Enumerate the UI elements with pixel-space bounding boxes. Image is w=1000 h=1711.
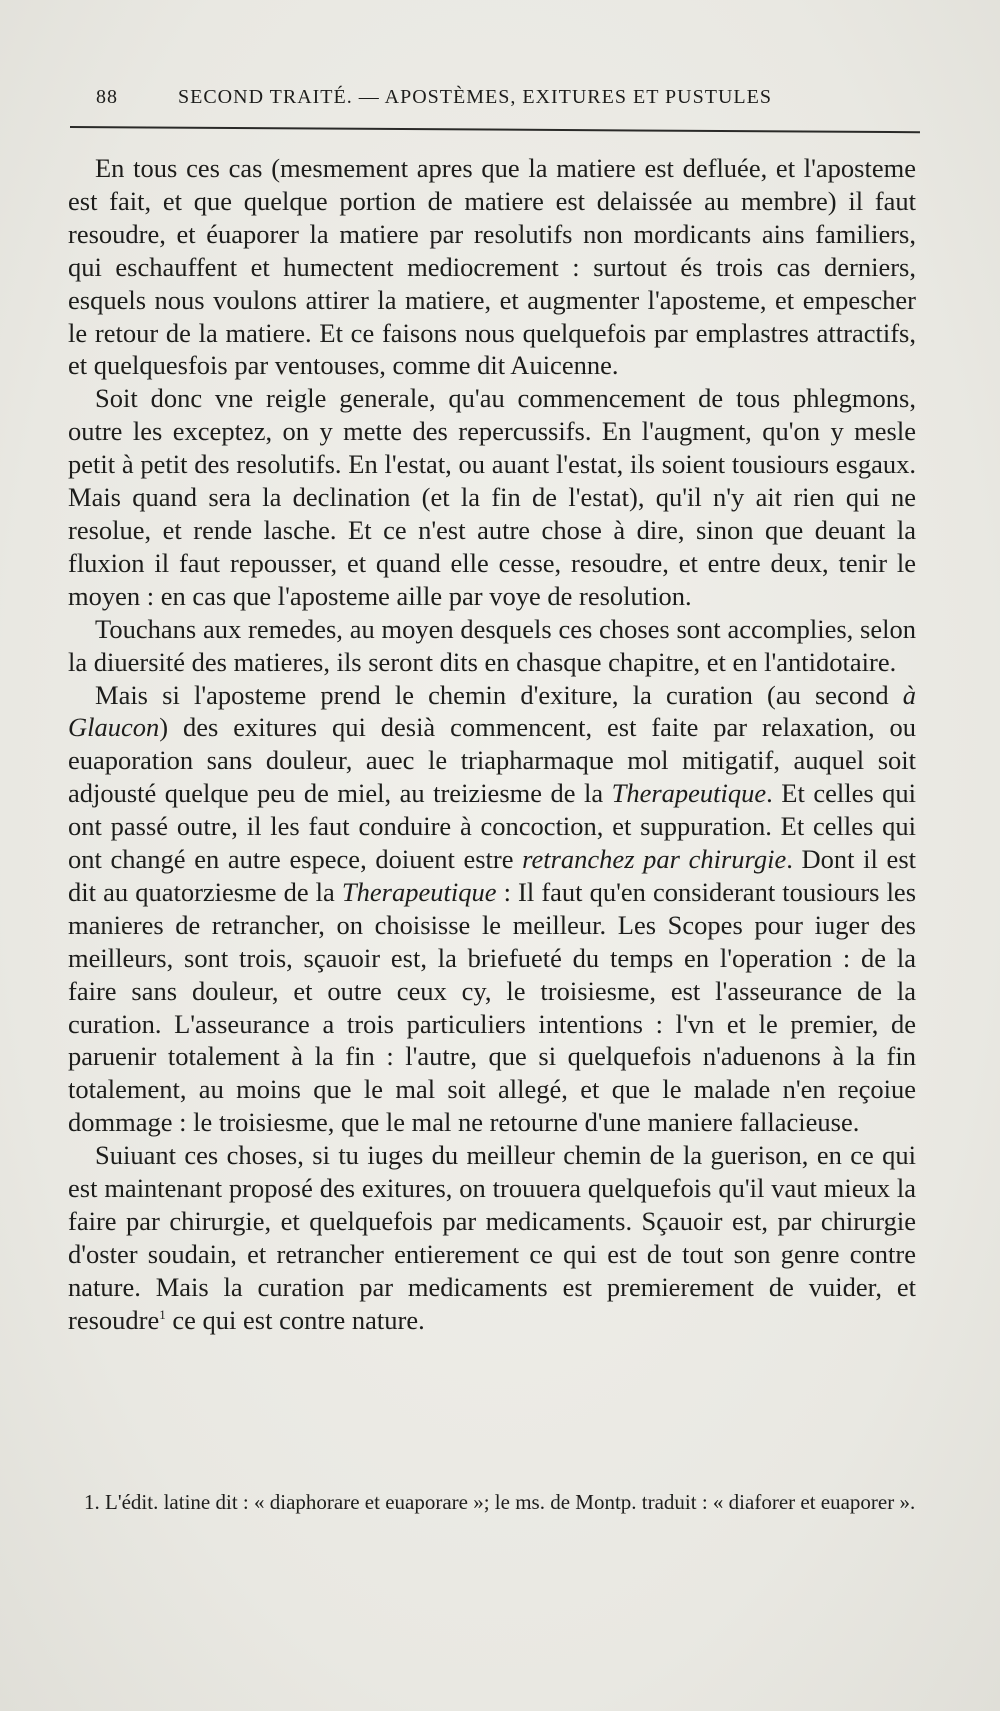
text-run: : Il faut qu'en considerant tousiours les manieres de retrancher, on choisisse le meilleur. Les Scopes pour iuger des meilleurs, sont trois, sçauoir est, la briefueté du temps en l'operation : de la faire sans douleur, et outre ceux cy, le troisiesme, est l'asseurance de la curation. L'asseurance a trois particuliers intentions : l'vn et le premier, de paruenir totalement à la fin : l'autre, que si quelquefois n'aduenons à la fin totalement, au moins que le mal soit allegé, et que le malade n'en reçoiue dommage : le troisiesme, que le mal ne retourne d'une maniere fallacieuse. xyxy=(68,876,917,1138)
paragraph xyxy=(68,679,916,1140)
footnote: 1. L'édit. latine dit : « diaphorare et euaporare »; le ms. de Montp. traduit : « diaforer et euaporer ». xyxy=(84,1490,916,1514)
italic-title: à Glaucon xyxy=(68,679,916,743)
page-number: 88 xyxy=(96,86,118,108)
text-run: . Dont il est dit au quatorziesme de la xyxy=(68,844,916,907)
paragraph xyxy=(68,1139,916,1336)
text-run: Suiuant ces choses, si tu iuges du meilleur chemin de la guerison, en ce qui est maintenant proposé des exitures, on trouuera quelquefois qu'il vaut mieux la faire par chirurgie, et quelquefois par medicaments. Sçauoir est, par chirurgie d'oster soudain, et retrancher entierement ce qui est de tout son genre contre nature. Mais la curation par medicaments est premierement de vuider, et resoudre xyxy=(68,1140,916,1335)
text-run: ) des exitures qui desià commencent, est faite par relaxation, ou euaporation sans douleur, auec le triapharmaque mol mitigatif, auquel soit adjousté quelque peu de miel, au treiziesme de la xyxy=(68,712,916,809)
footnotes xyxy=(64,1488,916,1516)
running-head: SECOND TRAITÉ. — APOSTÈMES, EXITURES ET PUSTULES xyxy=(178,86,772,108)
text-run: ce qui est contre nature. xyxy=(165,1304,425,1335)
italic-phrase: retranchez par chirurgie xyxy=(522,844,787,875)
footnote-marker: 1 xyxy=(159,1306,166,1322)
main-text xyxy=(68,152,916,1337)
header-rule xyxy=(70,126,920,133)
paragraph: En tous ces cas (mesmement apres que la matiere est defluée, et l'aposteme est fait, et que quelque portion de matiere est delaissée au membre) il faut resoudre, et éuaporer la matiere par resolutifs non mordicants ains familiers, qui eschauffent et humectent mediocrement : surtout és trois cas derniers, esquels nous voulons attirer la matiere, et augmenter l'aposteme, et empescher le retour de la matiere. Et ce faisons nous quelquefois par emplastres attractifs, et quelquesfois par ventouses, comme dit Auicenne. xyxy=(68,153,916,381)
page-header xyxy=(96,86,826,116)
text-run: . Et celles qui ont passé outre, il les faut conduire à concoction, et suppuration. Et celles qui ont changé en autre espece, doiuent estre xyxy=(68,778,916,875)
italic-title: Therapeutique xyxy=(611,778,767,809)
text-run: Mais si l'aposteme prend le chemin d'exiture, la curation (au second xyxy=(95,679,903,710)
paragraph: Soit donc vne reigle generale, qu'au commencement de tous phlegmons, outre les exceptez, on y mette des repercussifs. En l'augment, qu'on y mesle petit à petit des resolutifs. En l'estat, ou auant l'estat, ils soient tousiours esgaux. Mais quand sera la declination (et la fin de l'estat), qu'il n'y ait rien qui ne resolue, et rende lasche. Et ce n'est autre chose à dire, sinon que deuant la fluxion il faut repousser, et quand elle cesse, resoudre, et entre deux, tenir le moyen : en cas que l'aposteme aille par voye de resolution. xyxy=(68,383,916,611)
italic-title: Therapeutique xyxy=(341,876,497,907)
paragraph: Touchans aux remedes, au moyen desquels ces choses sont accomplies, selon la diuersité des matieres, ils seront dits en chasque chapitre, et en l'antidotaire. xyxy=(68,613,916,677)
